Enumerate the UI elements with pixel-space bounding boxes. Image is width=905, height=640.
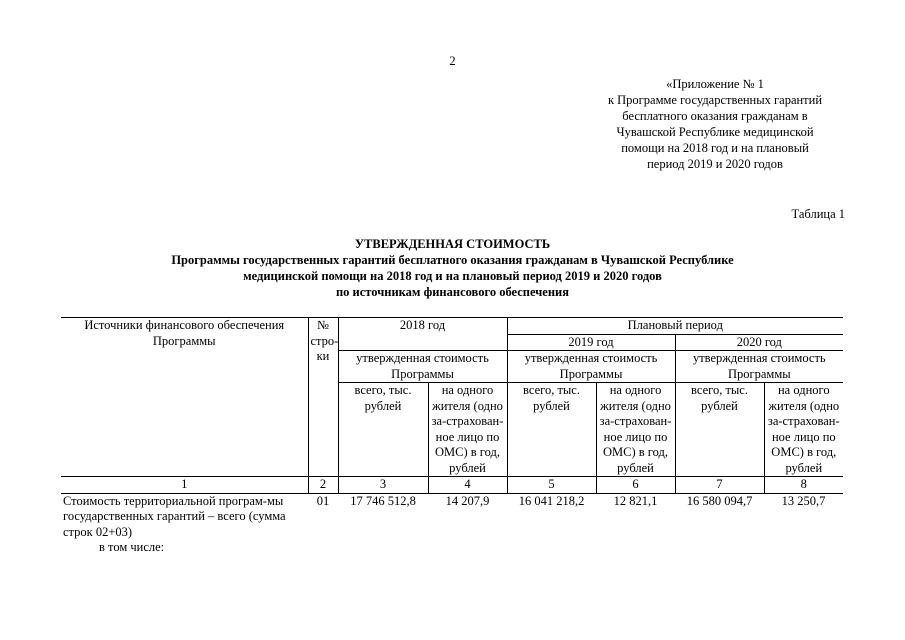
row-number: 01 xyxy=(316,493,330,508)
column-number: 7 xyxy=(675,477,764,494)
header-year-2018: 2018 год xyxy=(338,318,507,351)
value-2018-total: 17 746 512,8 xyxy=(350,493,416,508)
title-line: медицинской помощи на 2018 год и на плановый период 2019 и 2020 годов xyxy=(243,269,662,283)
title-line: по источникам финансового обеспечения xyxy=(335,285,570,299)
header-approved-cost: утвержденная стоимость Программы xyxy=(507,351,675,383)
appendix-line: помощи на 2018 год и на плановый xyxy=(621,141,809,155)
appendix-line: период 2019 и 2020 годов xyxy=(647,157,783,171)
table-row xyxy=(61,540,843,556)
title-line: УТВЕРЖДЕННАЯ СТОИМОСТЬ xyxy=(354,237,551,251)
appendix-line: бесплатного оказания гражданам в xyxy=(622,109,808,123)
header-per-resident: на одного жителя (одно за-страхован-ное лицо по ОМС) в год, рублей xyxy=(428,383,507,477)
column-number: 1 xyxy=(61,477,308,494)
table-row xyxy=(61,493,843,540)
header-planned-period: Плановый период xyxy=(507,318,843,335)
header-total: всего, тыс. рублей xyxy=(338,383,428,477)
header-year-2019: 2019 год xyxy=(507,334,675,351)
title-line: Программы государственных гарантий бесплатного оказания гражданам в Чувашской Республике xyxy=(171,253,734,267)
header-year-2020: 2020 год xyxy=(675,334,843,351)
table-label: Таблица 1 xyxy=(791,207,845,221)
column-number: 3 xyxy=(338,477,428,494)
header-total: всего, тыс. рублей xyxy=(507,383,596,477)
column-number: 8 xyxy=(764,477,843,494)
value-2018-per-resident: 14 207,9 xyxy=(445,493,490,508)
cost-table xyxy=(61,317,843,556)
value-2020-per-resident: 13 250,7 xyxy=(781,493,826,508)
header-total: всего, тыс. рублей xyxy=(675,383,764,477)
value-2019-total: 16 041 218,2 xyxy=(518,493,585,508)
including-label: в том числе: xyxy=(99,540,165,554)
value-2020-total: 16 580 094,7 xyxy=(686,493,753,508)
header-per-resident: на одного жителя (одно за-страхован-ное лицо по ОМС) в год, рублей xyxy=(764,383,843,477)
column-number: 5 xyxy=(507,477,596,494)
appendix-note xyxy=(560,76,870,172)
value-2019-per-resident: 12 821,1 xyxy=(613,493,658,508)
row-label: Стоимость территориальной програм-мы государственных гарантий – всего (сумма строк 02+03) xyxy=(63,493,286,539)
header-source: Источники финансового обеспечения Программы xyxy=(61,318,308,477)
column-number: 4 xyxy=(428,477,507,494)
column-number: 6 xyxy=(596,477,675,494)
appendix-line: «Приложение № 1 xyxy=(666,77,764,91)
header-row-number: № стро-ки xyxy=(308,318,338,477)
header-approved-cost: утвержденная стоимость Программы xyxy=(338,351,507,383)
page-number: 2 xyxy=(449,54,456,68)
header-per-resident: на одного жителя (одно за-страхован-ное лицо по ОМС) в год, рублей xyxy=(596,383,675,477)
document-title xyxy=(0,236,905,300)
header-approved-cost: утвержденная стоимость Программы xyxy=(675,351,843,383)
appendix-line: к Программе государственных гарантий xyxy=(607,93,823,107)
column-number: 2 xyxy=(308,477,338,494)
appendix-line: Чувашской Республике медицинской xyxy=(616,125,814,139)
